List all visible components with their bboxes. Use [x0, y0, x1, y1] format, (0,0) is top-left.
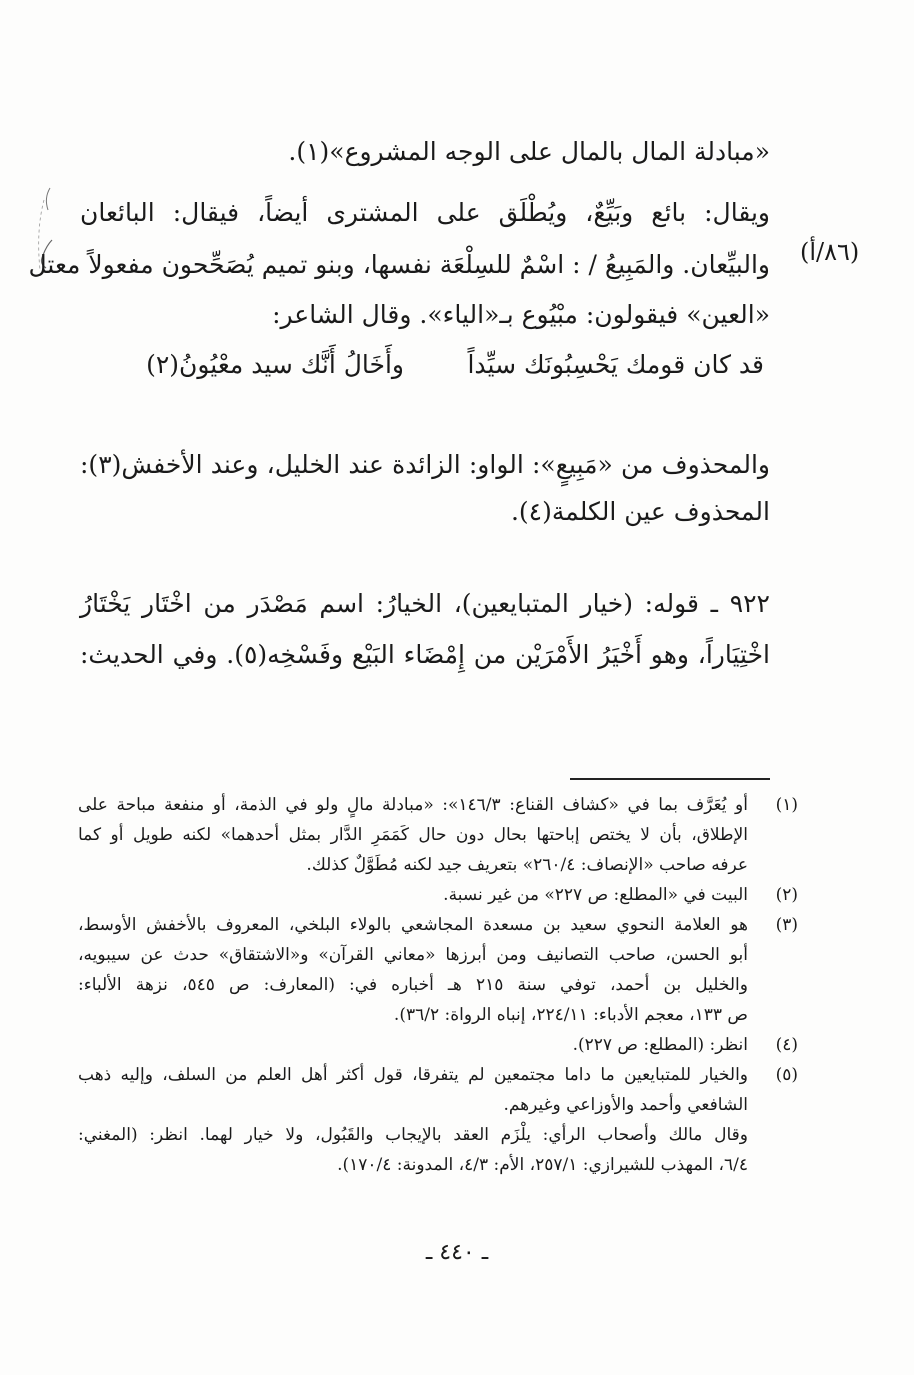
verse-second-hemistich: وأَخَالُ أَنَّك سيد معْيُونُ(٢) [146, 350, 404, 379]
main-line-2: ويقال: بائع وبَيِّعٌ، ويُطْلَق على المشترى أيضاً، فيقال: البائعان [80, 198, 770, 227]
footnote-line: الإطلاق، بأن لا يختص إباحتها بحال دون حال كَمَمَرِ الدَّار بمثل أحدهما» لكنه طويل أو كما [78, 825, 748, 845]
main-line-4: «العين» فيقولون: مبْيُوع بـ«الياء». وقال الشاعر: [272, 300, 770, 329]
footnote-number: (٣) [775, 915, 798, 935]
footnote-line: ٦/٤، المهذب للشيرازي: ٢٥٧/١، الأم: ٤/٣، المدونة: ١٧٠/٤). [337, 1155, 748, 1175]
footnote-line: ص ١٣٣، معجم الأدباء: ٢٢٤/١١، إنباه الرواة: ٣٦/٢). [393, 1005, 748, 1025]
footnote-number: (٥) [775, 1065, 798, 1085]
footnote-line: أو يُعَرَّف بما في «كشاف القناع: ١٤٦/٣»: «مبادلة مالٍ ولو في الذمة، أو منفعة مباحة على [78, 795, 748, 815]
page-number: ـ ٤٤٠ ـ [425, 1240, 489, 1265]
footnote-line: والخليل بن أحمد، توفي سنة ٢١٥ هـ أخباره في: (المعارف: ص ٥٤٥، نزهة الألباء: [78, 975, 748, 995]
footnote-line: أبو الحسن، صاحب التصانيف ومن أبرزها «معاني القرآن» و«الاشتقاق» حدث عن سيبويه، [78, 945, 748, 965]
footnote-line: وقال مالك وأصحاب الرأي: يلْزَم العقد بالإيجاب والقَبُول، ولا خيار لهما. انظر: (المغني: [78, 1125, 748, 1145]
footnotes [78, 790, 798, 1180]
footnote-line: هو العلامة النحوي سعيد بن مسعدة المجاشعي بالولاء البلخي، المعروف بالأخفش الأوسط، [78, 915, 748, 935]
footnote-line: البيت في «المطلع: ص ٢٢٧» من غير نسبة. [443, 885, 748, 905]
footnote-3 [78, 910, 798, 1030]
main-line-5: والمحذوف من «مَبِيعٍ»: الواو: الزائدة عند الخليل، وعند الأخفش(٣): [80, 450, 770, 479]
footnote-1 [78, 790, 798, 880]
main-line-8: اخْتِيَاراً، وهو أَخْيَرُ الأَمْرَيْن من إِمْضَاء البَيْع وفَسْخِه(٥). وفي الحديث: [80, 640, 770, 669]
main-line-3: والبيِّعان. والمَبِيعُ / : اسْمٌ للسِلْعَة نفسها، وبنو تميم يُصَحِّحون مفعولاً معتل [28, 250, 770, 279]
verse-first-hemistich: قد كان قومك يَحْسِبُونَك سيِّداً [467, 350, 764, 379]
footnote-number: (١) [775, 795, 798, 815]
footnote-5 [78, 1060, 798, 1180]
footnote-line: والخيار للمتبايعين ما داما مجتمعين لم يتفرقا، قول أكثر أهل العلم من السلف، وإليه ذهب [78, 1065, 748, 1085]
footnote-line: عرفه صاحب «الإنصاف: ٢٦٠/٤» بتعريف جيد لكنه مُطَوَّلٌ كذلك. [306, 855, 748, 875]
footnote-separator [570, 778, 770, 780]
footnote-4 [78, 1030, 798, 1060]
footnote-number: (٢) [775, 885, 798, 905]
footnote-line: انظر: (المطلع: ص ٢٢٧). [572, 1035, 748, 1055]
main-line-6: المحذوف عين الكلمة(٤). [510, 497, 770, 526]
main-line-7: ٩٢٢ ـ قوله: (خيار المتبايعين)، الخيارُ: اسم مَصْدَر من اخْتَار يَخْتَارُ [80, 589, 770, 618]
footnote-2 [78, 880, 798, 910]
footnote-number: (٤) [775, 1035, 798, 1055]
main-line-1: «مبادلة المال بالمال على الوجه المشروع»(١). [288, 137, 770, 166]
folio-margin-note: (٨٦/أ) [800, 238, 860, 266]
footnote-line: الشافعي وأحمد والأوزاعي وغيرهم. [503, 1095, 748, 1115]
